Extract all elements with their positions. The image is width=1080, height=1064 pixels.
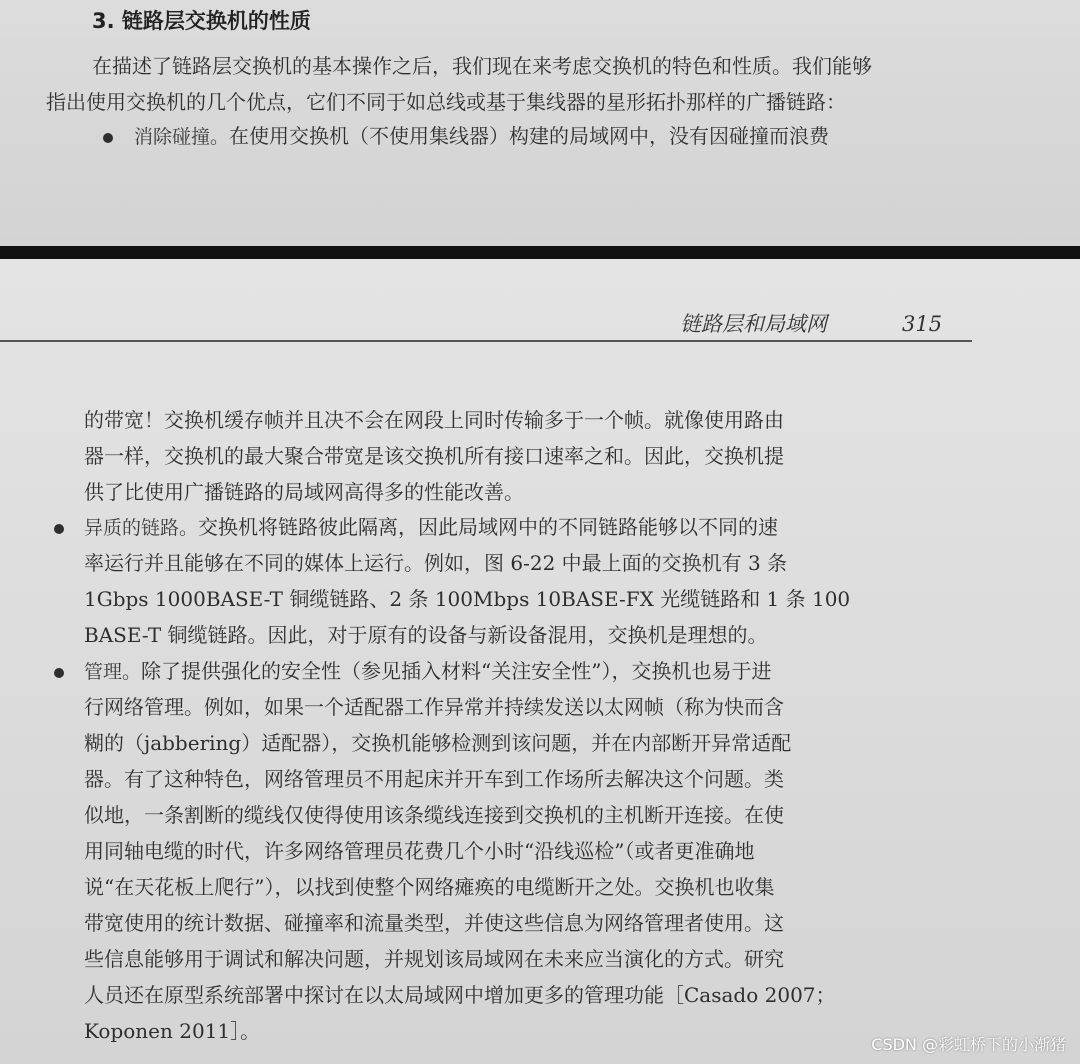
- bullet-3-line-6: 用同轴电缆的时代，许多网络管理员花费几个小时“沿线巡检”（或者更准确地: [84, 839, 755, 863]
- bullet-3-line-9: 些信息能够用于调试和解决问题，并规划该局域网在未来应当演化的方式。研究: [84, 947, 784, 971]
- bullet-3-first-text: 除了提供强化的安全性（参见插入材料“关注安全性”），交换机也易于进: [141, 659, 772, 683]
- continuation-line-1: 的带宽！交换机缓存帧并且决不会在网段上同时传输多于一个帧。就像使用路由: [84, 408, 784, 432]
- top-page-fragment: [0, 0, 1080, 248]
- bullet-1-term: 消除碰撞。: [134, 126, 230, 148]
- continuation-line-3: 供了比使用广播链路的局域网高得多的性能改善。: [84, 480, 524, 504]
- bullet-dot-1: [103, 133, 113, 143]
- page-number: 315: [902, 312, 943, 336]
- paragraph-line-1: 在描述了链路层交换机的基本操作之后，我们现在来考虑交换机的特色和性质。我们能够: [92, 54, 872, 78]
- csdn-watermark: CSDN @彩虹桥下的小渐猪: [871, 1035, 1066, 1054]
- bullet-2-line-4: BASE-T 铜缆链路。因此，对于原有的设备与新设备混用，交换机是理想的。: [84, 623, 768, 647]
- bullet-3-line-1: [84, 656, 771, 687]
- continuation-line-2: 器一样，交换机的最大聚合带宽是该交换机所有接口速率之和。因此，交换机提: [84, 444, 784, 468]
- bullet-2-line-3: 1Gbps 1000BASE-T 铜缆链路、2 条 100Mbps 10BASE-FX 光缆链路和 1 条 100: [84, 587, 851, 611]
- bullet-3-line-8: 带宽使用的统计数据、碰撞率和流量类型，并使这些信息为网络管理者使用。这: [84, 911, 784, 935]
- bullet-3-line-3: 糊的（jabbering）适配器），交换机能够检测到该问题，并在内部断开异常适配: [84, 731, 792, 755]
- bullet-3-line-5: 似地，一条割断的缆线仅使得使用该条缆线连接到交换机的主机断开连接。在使: [84, 803, 784, 827]
- bullet-2-line-2: 率运行并且能够在不同的媒体上运行。例如，图 6-22 中最上面的交换机有 3 条: [84, 551, 788, 575]
- paragraph-line-2: 指出使用交换机的几个优点，它们不同于如总线或基于集线器的星形拓扑那样的广播链路：: [46, 90, 846, 114]
- bullet-3-line-10: 人员还在原型系统部署中探讨在以太局域网中增加更多的管理功能［Casado 2007；: [84, 983, 836, 1007]
- bullet-dot-3: [54, 668, 64, 678]
- bullet-3-line-4: 器。有了这种特色，网络管理员不用起床并开车到工作场所去解决这个问题。类: [84, 767, 784, 791]
- bullet-3-line-11: Koponen 2011］。: [84, 1019, 261, 1043]
- page-divider-bar: [0, 246, 1080, 259]
- bullet-3-line-7: 说“在天花板上爬行”），以找到使整个网络瘫痪的电缆断开之处。交换机也收集: [84, 875, 775, 899]
- bullet-2-term: 异质的链路。: [84, 517, 199, 539]
- running-header: 链路层和局域网: [680, 312, 827, 336]
- bullet-dot-2: [54, 524, 64, 534]
- section-heading: 3. 链路层交换机的性质: [92, 9, 311, 33]
- bullet-3-term: 管理。: [84, 661, 142, 683]
- bullet-2-first-text: 交换机将链路彼此隔离，因此局域网中的不同链路能够以不同的速: [198, 515, 779, 539]
- bullet-1-line: [134, 121, 829, 152]
- bullet-1-text: 在使用交换机（不使用集线器）构建的局域网中，没有因碰撞而浪费: [229, 124, 830, 148]
- bullet-3-line-2: 行网络管理。例如，如果一个适配器工作异常并持续发送以太网帧（称为快而含: [84, 695, 784, 719]
- header-rule: [0, 340, 972, 342]
- bullet-2-line-1: [84, 512, 778, 543]
